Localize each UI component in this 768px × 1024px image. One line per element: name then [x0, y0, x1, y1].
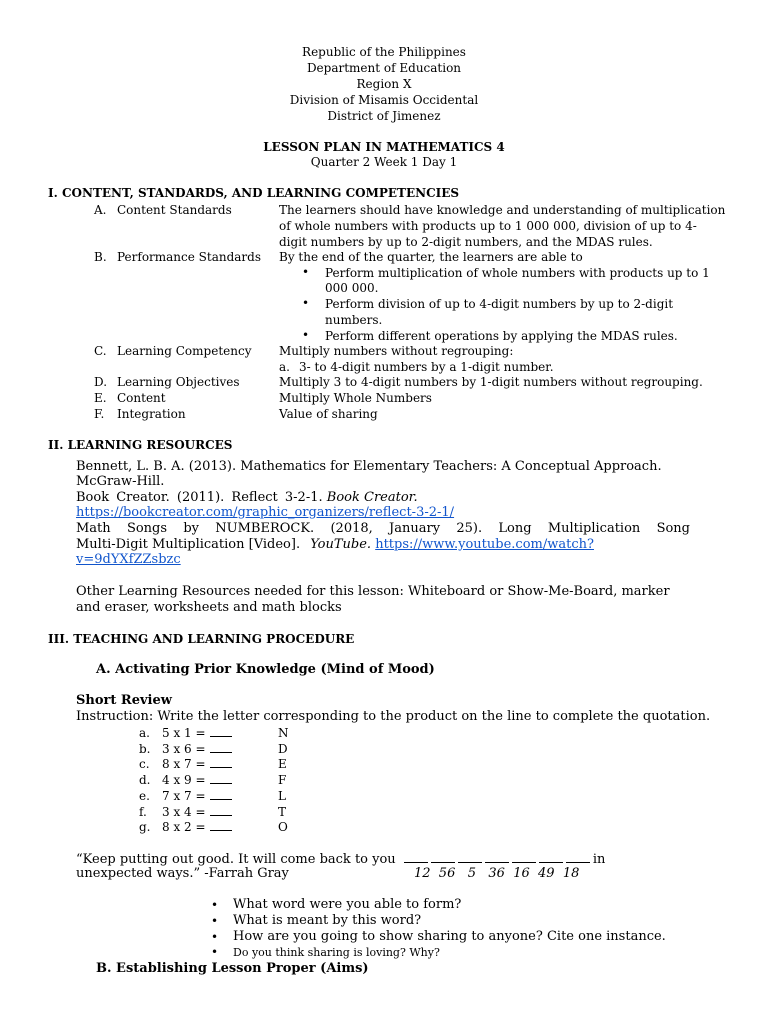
learning-objectives-name: Learning Objectives [117, 375, 240, 389]
quotation-line-2: unexpected ways.” -Farrah Gray [76, 866, 289, 881]
lesson-plan-subtitle: Quarter 2 Week 1 Day 1 [310, 155, 458, 169]
reference-bookcreator-text: Book Creator. (2011). Reflect 3-2-1. [76, 490, 323, 505]
answer-blank[interactable] [210, 772, 232, 784]
bookcreator-link[interactable]: https://bookcreator.com/graphic_organizers/reflect-3-2-1/ [76, 505, 455, 520]
short-review-instruction: Instruction: Write the letter corresponding to the product on the line to complete the quotation. [76, 709, 711, 724]
review-item-expression [162, 804, 232, 820]
content-standards-label: A. [94, 203, 107, 217]
question-3: How are you going to show sharing to anyone? Cite one instance. [233, 929, 666, 944]
quotation-numbers: 12 56 5 36 16 49 18 [414, 866, 580, 881]
header-line-division: Division of Misamis Occidental [289, 93, 479, 107]
performance-bullet-1a: Perform multiplication of whole numbers with products up to 1 [325, 266, 710, 280]
learning-competency-label: C. [94, 344, 107, 358]
bullet-icon: • [211, 945, 219, 959]
review-item-letter: T [278, 804, 287, 819]
answer-blank[interactable] [566, 851, 590, 863]
other-resources-2: and eraser, worksheets and math blocks [76, 600, 342, 615]
review-item-expression [162, 788, 232, 804]
question-2: What is meant by this word? [233, 913, 422, 928]
review-item-expression [162, 741, 232, 757]
youtube-link-continued[interactable]: v=9dYXfZZsbzc [76, 552, 181, 567]
review-item-letter: O [278, 820, 288, 835]
lesson-plan-title: LESSON PLAN IN MATHEMATICS 4 [263, 140, 505, 154]
establishing-lesson-heading: B. Establishing Lesson Proper (Aims) [96, 961, 369, 976]
content-standards-name: Content Standards [117, 203, 232, 217]
learning-competency-name: Learning Competency [117, 344, 252, 358]
reference-youtube-italic: YouTube. [310, 537, 372, 552]
performance-standards-intro: By the end of the quarter, the learners are able to [279, 250, 583, 264]
answer-blank[interactable] [210, 725, 232, 737]
section3-heading: III. TEACHING AND LEARNING PROCEDURE [48, 632, 355, 646]
review-item-label: f. [139, 804, 147, 819]
answer-blank[interactable] [431, 851, 455, 863]
header-line-deped: Department of Education [306, 61, 462, 75]
integration-name: Integration [117, 407, 186, 421]
performance-bullet-2b: numbers. [325, 313, 383, 327]
review-item-expression [162, 819, 232, 835]
answer-blank[interactable] [404, 851, 428, 863]
reference-numberock-text: Multi-Digit Multiplication [Video]. [76, 537, 301, 552]
header-line-region: Region X [356, 77, 412, 91]
review-item-expression-text: 4 x 9 = [162, 773, 206, 788]
question-4: Do you think sharing is loving? Why? [233, 946, 440, 959]
reference-bennett-1: Bennett, L. B. A. (2013). Mathematics for Elementary Teachers: A Conceptual Approach. [76, 459, 662, 474]
performance-bullet-3: Perform different operations by applying the MDAS rules. [325, 329, 678, 343]
review-item-letter: D [278, 741, 288, 756]
review-item-label: e. [139, 788, 150, 803]
answer-blank[interactable] [512, 851, 536, 863]
question-1: What word were you able to form? [233, 897, 462, 912]
bullet-icon: • [211, 898, 219, 912]
content-standards-text-2: of whole numbers with products up to 1 000 000, division of up to 4- [279, 219, 697, 233]
bullet-icon: • [211, 914, 219, 928]
learning-competency-sub-text: 3- to 4-digit numbers by a 1-digit number. [299, 360, 554, 374]
other-resources-1: Other Learning Resources needed for this lesson: Whiteboard or Show-Me-Board, marker [76, 584, 670, 599]
review-item-letter: L [278, 788, 286, 803]
bullet-icon: • [302, 328, 310, 342]
bullet-icon: • [302, 265, 310, 279]
review-item-expression-text: 7 x 7 = [162, 788, 206, 803]
review-item-label: c. [139, 757, 150, 772]
performance-bullet-1b: 000 000. [325, 281, 379, 295]
review-item-label: a. [139, 726, 150, 740]
content-name: Content [117, 391, 166, 405]
review-item-label: g. [139, 820, 151, 835]
performance-standards-name: Performance Standards [117, 250, 262, 264]
review-item-expression [162, 756, 232, 772]
reference-bookcreator-italic: Book Creator. [326, 490, 418, 505]
content-standards-text-1: The learners should have knowledge and understanding of multiplication [279, 203, 726, 217]
answer-blank[interactable] [485, 851, 509, 863]
performance-standards-label: B. [94, 250, 107, 264]
quotation-in: in [592, 852, 606, 867]
integration-label: F. [94, 407, 105, 421]
review-item-expression-text: 8 x 7 = [162, 757, 206, 772]
content-text: Multiply Whole Numbers [279, 391, 432, 405]
reference-numberock-2 [76, 537, 594, 553]
review-item-expression [162, 725, 232, 741]
integration-text: Value of sharing [279, 407, 378, 421]
review-item-letter: F [278, 773, 287, 788]
reference-numberock-1: Math Songs by NUMBEROCK. (2018, January 25). Long Multiplication Song [76, 521, 690, 536]
learning-competency-text: Multiply numbers without regrouping: [279, 344, 514, 358]
review-item-expression-text: 3 x 4 = [162, 804, 206, 819]
section1-heading: I. CONTENT, STANDARDS, AND LEARNING COMPETENCIES [48, 186, 460, 200]
activating-prior-knowledge-heading: A. Activating Prior Knowledge (Mind of Mood) [96, 662, 435, 677]
reference-bookcreator [76, 490, 418, 506]
review-item-expression-text: 8 x 2 = [162, 820, 206, 835]
review-item-expression [162, 772, 232, 788]
learning-objectives-text: Multiply 3 to 4-digit numbers by 1-digit numbers without regrouping. [279, 375, 703, 389]
reference-bennett-2: McGraw-Hill. [76, 474, 165, 489]
learning-objectives-label: D. [94, 375, 108, 389]
review-item-letter: E [278, 757, 287, 772]
content-label: E. [94, 391, 107, 405]
answer-blank[interactable] [539, 851, 563, 863]
youtube-link[interactable]: https://www.youtube.com/watch? [375, 537, 594, 552]
header-line-district: District of Jimenez [327, 109, 441, 123]
header-line-republic: Republic of the Philippines [302, 45, 466, 59]
answer-blank[interactable] [210, 819, 232, 831]
bullet-icon: • [211, 930, 219, 944]
quotation-text-1: “Keep putting out good. It will come back to you [76, 852, 396, 867]
review-item-expression-text: 5 x 1 = [162, 726, 206, 740]
learning-competency-sub-label: a. [279, 360, 290, 374]
answer-blank[interactable] [210, 804, 232, 816]
section2-heading: II. LEARNING RESOURCES [48, 438, 233, 452]
review-item-label: b. [139, 741, 151, 756]
review-item-expression-text: 3 x 6 = [162, 741, 206, 756]
answer-blank[interactable] [210, 788, 232, 800]
short-review-heading: Short Review [76, 693, 172, 708]
answer-blank[interactable] [210, 756, 232, 768]
answer-blank[interactable] [210, 741, 232, 753]
answer-blank[interactable] [458, 851, 482, 863]
review-item-label: d. [139, 773, 151, 788]
review-item-letter: N [278, 726, 289, 740]
bullet-icon: • [302, 296, 310, 310]
content-standards-text-3: digit numbers by up to 2-digit numbers, and the MDAS rules. [279, 235, 653, 249]
performance-bullet-2a: Perform division of up to 4-digit numbers by up to 2-digit [325, 297, 674, 311]
